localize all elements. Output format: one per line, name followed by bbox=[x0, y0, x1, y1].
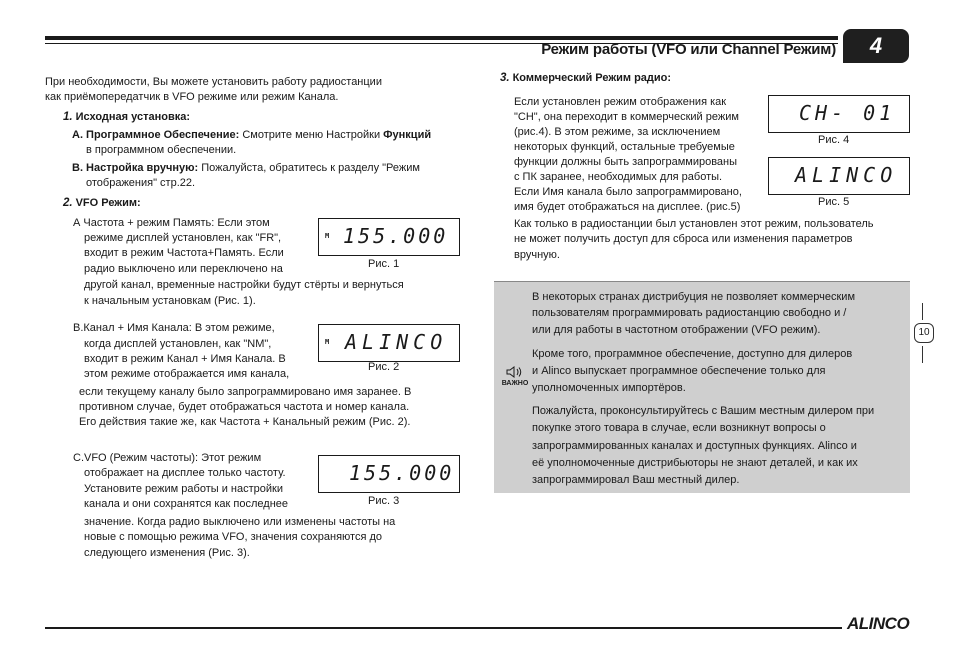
section2-a-line-6: к начальным установкам (Рис. 1). bbox=[84, 295, 256, 307]
lcd-fig5-text: ALINCO bbox=[795, 163, 898, 187]
section2-number: 2. bbox=[63, 197, 73, 209]
section2-heading bbox=[63, 196, 141, 212]
lcd-fig4-text: CH- 01 bbox=[799, 101, 896, 125]
note-p1-line-1: В некоторых странах дистрибуция не позволяет коммерческим bbox=[532, 291, 856, 303]
section3-line-3: (рис.4). В этом режиме, за исключением bbox=[514, 126, 721, 138]
section1-item-b bbox=[72, 161, 462, 177]
note-p3-line-1: Пожалуйста, проконсультируйтесь с Вашим местным дилером при bbox=[532, 405, 875, 417]
brand-logo: ALINCO bbox=[847, 614, 910, 633]
section3-line-6: с ПК заранее, необходимых для работы. bbox=[514, 171, 723, 183]
section2-b-line-1: В.Канал + Имя Канала: В этом режиме, bbox=[73, 322, 275, 334]
section1-item-a bbox=[72, 128, 462, 144]
section3-line-1: Если установлен режим отображения как bbox=[514, 96, 727, 108]
section1-number: 1. bbox=[63, 111, 73, 123]
section2-c-line-4: канала и они сохранятся как последнее bbox=[84, 498, 288, 510]
caption-fig4: Рис. 4 bbox=[818, 134, 850, 146]
lcd-display-fig3 bbox=[318, 455, 460, 493]
page-number-bar-top bbox=[922, 303, 923, 320]
section1-b-text1: Пожалуйста, обратитесь к разделу "Режим bbox=[198, 162, 420, 174]
section3-number: 3. bbox=[500, 72, 510, 84]
section2-a-line-1: А Частота + режим Память: Если этом bbox=[73, 217, 270, 229]
section3-title: Коммерческий Режим радио: bbox=[512, 72, 672, 84]
section2-c-line-3: Установите режим работы и настройки bbox=[84, 483, 283, 495]
section2-a-line-5: другой канал, временные настройки будут стёрты и вернуться bbox=[84, 279, 404, 291]
section2-c-line-7: следующего изменения (Рис. 3). bbox=[84, 547, 250, 559]
section2-a-line-2: режиме дисплей установлен, как "FR", bbox=[84, 232, 282, 244]
section1-b-text2: отображения" стр.22. bbox=[86, 177, 196, 189]
chapter-tab: 4 bbox=[843, 29, 909, 63]
note-p3-line-2: покупке этого товара в случае, если возникнут вопросы о bbox=[532, 422, 826, 434]
lcd-fig1-text: 155.000 bbox=[343, 224, 449, 248]
speaker-icon bbox=[506, 366, 524, 378]
section2-b-line-5: если текущему каналу было запрограммировано имя заранее. В bbox=[79, 386, 412, 398]
section2-b-line-2: когда дисплей установлен, как "NM", bbox=[84, 338, 272, 350]
section1-title: Исходная установка: bbox=[75, 111, 190, 123]
page-number: 10 bbox=[914, 323, 934, 343]
note-p2-line-1: Кроме того, программное обеспечение, доступно для дилеров bbox=[532, 348, 853, 360]
lcd-display-fig2 bbox=[318, 324, 460, 362]
caption-fig3: Рис. 3 bbox=[368, 495, 400, 507]
lcd-fig1-tag: M bbox=[325, 232, 330, 240]
section3-line-2: "CH", она переходит в коммерческий режим bbox=[514, 111, 739, 123]
section2-b-line-7: Его действия такие же, как Частота + Канальный режим (Рис. 2). bbox=[79, 416, 411, 428]
note-top-border bbox=[494, 281, 910, 282]
section1-heading bbox=[63, 110, 190, 126]
caption-fig2: Рис. 2 bbox=[368, 361, 400, 373]
lcd-fig2-text: ALINCO bbox=[345, 330, 448, 354]
intro-line-2: как приёмопередатчик в VFO режиме или режим Канала. bbox=[45, 91, 339, 103]
caption-fig1: Рис. 1 bbox=[368, 258, 400, 270]
section3-line-4: некоторых функций, остальные требуемые bbox=[514, 141, 735, 153]
section3-line-8: имя будет отображаться на дисплее. (рис.5) bbox=[514, 201, 741, 213]
page-title: Режим работы (VFO или Channel Режим) bbox=[541, 41, 836, 58]
section3-line-11: вручную. bbox=[514, 249, 560, 261]
section1-a-text2: в программном обеспечении. bbox=[86, 144, 237, 156]
section3-line-9: Как только в радиостанции был установлен этот режим, пользователь bbox=[514, 218, 874, 230]
lcd-display-fig5 bbox=[768, 157, 910, 195]
note-p3-line-3: запрограммированных каналах и доступных функциях. Alinco и bbox=[532, 440, 857, 452]
section2-a-line-3: входит в режим Частота+Память. Если bbox=[84, 247, 284, 259]
section2-b-line-4: этом режиме отображается имя канала, bbox=[84, 368, 290, 380]
section1-b-label: B. Настройка вручную: bbox=[72, 162, 199, 174]
lcd-display-fig4 bbox=[768, 95, 910, 133]
section2-title: VFO Режим: bbox=[75, 197, 141, 209]
section2-b-line-6: противном случае, будет отображаться частота и номер канала. bbox=[79, 401, 410, 413]
lcd-fig2-tag: M bbox=[325, 338, 330, 346]
section2-c-line-1: C.VFO (Режим частоты): Этот режим bbox=[73, 452, 262, 464]
section2-a-line-4: радио выключено или переключено на bbox=[84, 263, 283, 275]
section2-b-line-3: входит в режим Канал + Имя Канала. В bbox=[84, 353, 286, 365]
section1-a-bold: Функций bbox=[383, 129, 432, 141]
section1-a-label: A. Программное Обеспечение: bbox=[72, 129, 240, 141]
section2-c-line-6: новые с помощью режима VFO, значения сохраняются до bbox=[84, 531, 383, 543]
lcd-display-fig1 bbox=[318, 218, 460, 256]
section3-heading bbox=[500, 71, 671, 87]
note-p2-line-3: уполномоченных импортёров. bbox=[532, 382, 686, 394]
section1-a-text1: Смотрите меню Настройки bbox=[239, 129, 384, 141]
note-p2-line-2: и Alinco выпускает программное обеспечение только для bbox=[532, 365, 826, 377]
section3-line-7: Если Имя канала было запрограммировано, bbox=[514, 186, 742, 198]
section2-c-line-2: отображает на дисплее только частоту. bbox=[84, 467, 286, 479]
section3-line-5: функции должны быть запрограммированы bbox=[514, 156, 738, 168]
note-p3-line-5: запрограммировал Ваш местный дилер. bbox=[532, 474, 740, 486]
intro-line-1: При необходимости, Вы можете установить работу радиостанции bbox=[45, 76, 382, 88]
important-marker bbox=[499, 366, 531, 387]
caption-fig5: Рис. 5 bbox=[818, 196, 850, 208]
lcd-fig3-text: 155.000 bbox=[349, 461, 455, 485]
header-rule-thick bbox=[45, 36, 838, 40]
section2-c-line-5: значение. Когда радио выключено или изменены частоты на bbox=[84, 516, 396, 528]
important-label: ВАЖНО bbox=[501, 380, 529, 387]
note-p1-line-3: или для работы в частотном отображении (VFO режим). bbox=[532, 324, 821, 336]
section3-line-10: не может получить доступ для сброса или изменения параметров bbox=[514, 233, 853, 245]
note-p1-line-2: пользователям программировать радиостанцию свободно и / bbox=[532, 307, 847, 319]
footer-rule bbox=[45, 627, 842, 629]
note-p3-line-4: её уполномоченные дистрибьюторы не знают деталей, и как их bbox=[532, 457, 858, 469]
page-number-bar-bottom bbox=[922, 346, 923, 363]
